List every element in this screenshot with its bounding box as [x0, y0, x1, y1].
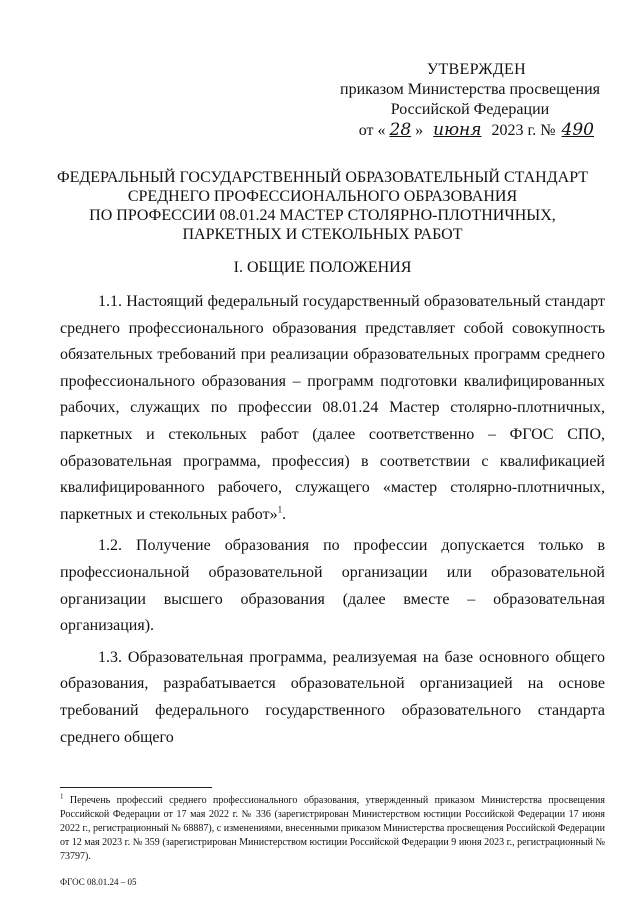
section-heading: I. ОБЩИЕ ПОЛОЖЕНИЯ: [233, 259, 412, 276]
date-close: »: [415, 122, 424, 139]
approval-title: УТВЕРЖДЕН: [426, 61, 526, 78]
paragraph-1-1-end: .: [282, 505, 287, 523]
body-text: [60, 289, 605, 756]
document-title: [40, 168, 605, 244]
title-line-1: ФЕДЕРАЛЬНЫЙ ГОСУДАРСТВЕННЫЙ ОБРАЗОВАТЕЛЬНЫЙ СТАНДАРТ: [56, 169, 589, 186]
title-line-4: ПАРКЕТНЫХ И СТЕКОЛЬНЫХ РАБОТ: [182, 226, 463, 243]
footnote-ref: 1: [277, 504, 283, 515]
handwritten-day: 28: [389, 120, 412, 140]
title-line-3: ПО ПРОФЕССИИ 08.01.24 МАСТЕР СТОЛЯРНО-ПЛОТНИЧНЫХ,: [89, 207, 556, 224]
approval-stamp: [340, 60, 600, 141]
year-text: 2023 г. №: [491, 122, 556, 139]
handwritten-order-number: 490: [561, 120, 594, 140]
approval-order-line: приказом Министерства просвещения: [340, 81, 600, 98]
footnote: [60, 794, 605, 864]
footnote-number: 1: [60, 792, 64, 801]
footnote-divider: [60, 787, 212, 788]
paragraph-1-1-text: 1.1. Настоящий федеральный государственный образовательный стандарт среднего профессионального образования представляет собой совокупность обязательных требований при реализации образовательных программ среднего профессионального образования – программ подготовки квалифицированных рабочих, служащих по профессии 08.01.24 Мастер столярно-плотничных, паркетных и стекольных работ (далее соответственно – ФГОС СПО, образовательная программа, профессия) в соответствии с квалификацией квалифицированного рабочего, служащего «мастер столярно-плотничных, паркетных и стекольных работ»: [60, 293, 605, 523]
title-line-2: СРЕДНЕГО ПРОФЕССИОНАЛЬНОГО ОБРАЗОВАНИЯ: [127, 188, 518, 205]
approval-ministry-line: Российской Федерации: [390, 101, 550, 118]
date-prefix: от «: [358, 122, 386, 139]
approval-date-line: [340, 120, 600, 141]
paragraph-1-2: 1.2. Получение образования по профессии допускается только в профессиональной образовательной организации или образовательной организации высшего образования (далее вместе – образовательная организация).: [60, 537, 605, 635]
paragraph-1-1: [60, 289, 605, 528]
paragraph-1-3: 1.3. Образовательная программа, реализуемая на базе основного общего образования, разрабатывается образовательной организацией на основе требований федерального государственного образовательного стандарта среднего общего: [60, 648, 605, 746]
footnote-text: Перечень профессий среднего профессионального образования, утвержденный приказом Министерства просвещения Российской Федерации от 17 мая 2022 г. № 336 (зарегистрирован Министерством юстиции Российской Федерации 17 июня 2022 г., регистрационный № 68887), с изменениями, внесенными приказом Министерства просвещения Российской Федерации от 12 мая 2023 г. № 359 (зарегистрирован Министерством юстиции Российской Федерации 9 июня 2023 г., регистрационный № 73797).: [60, 795, 605, 862]
footer-code: ФГОС 08.01.24 – 05: [60, 877, 137, 887]
handwritten-month: июня: [433, 120, 482, 140]
